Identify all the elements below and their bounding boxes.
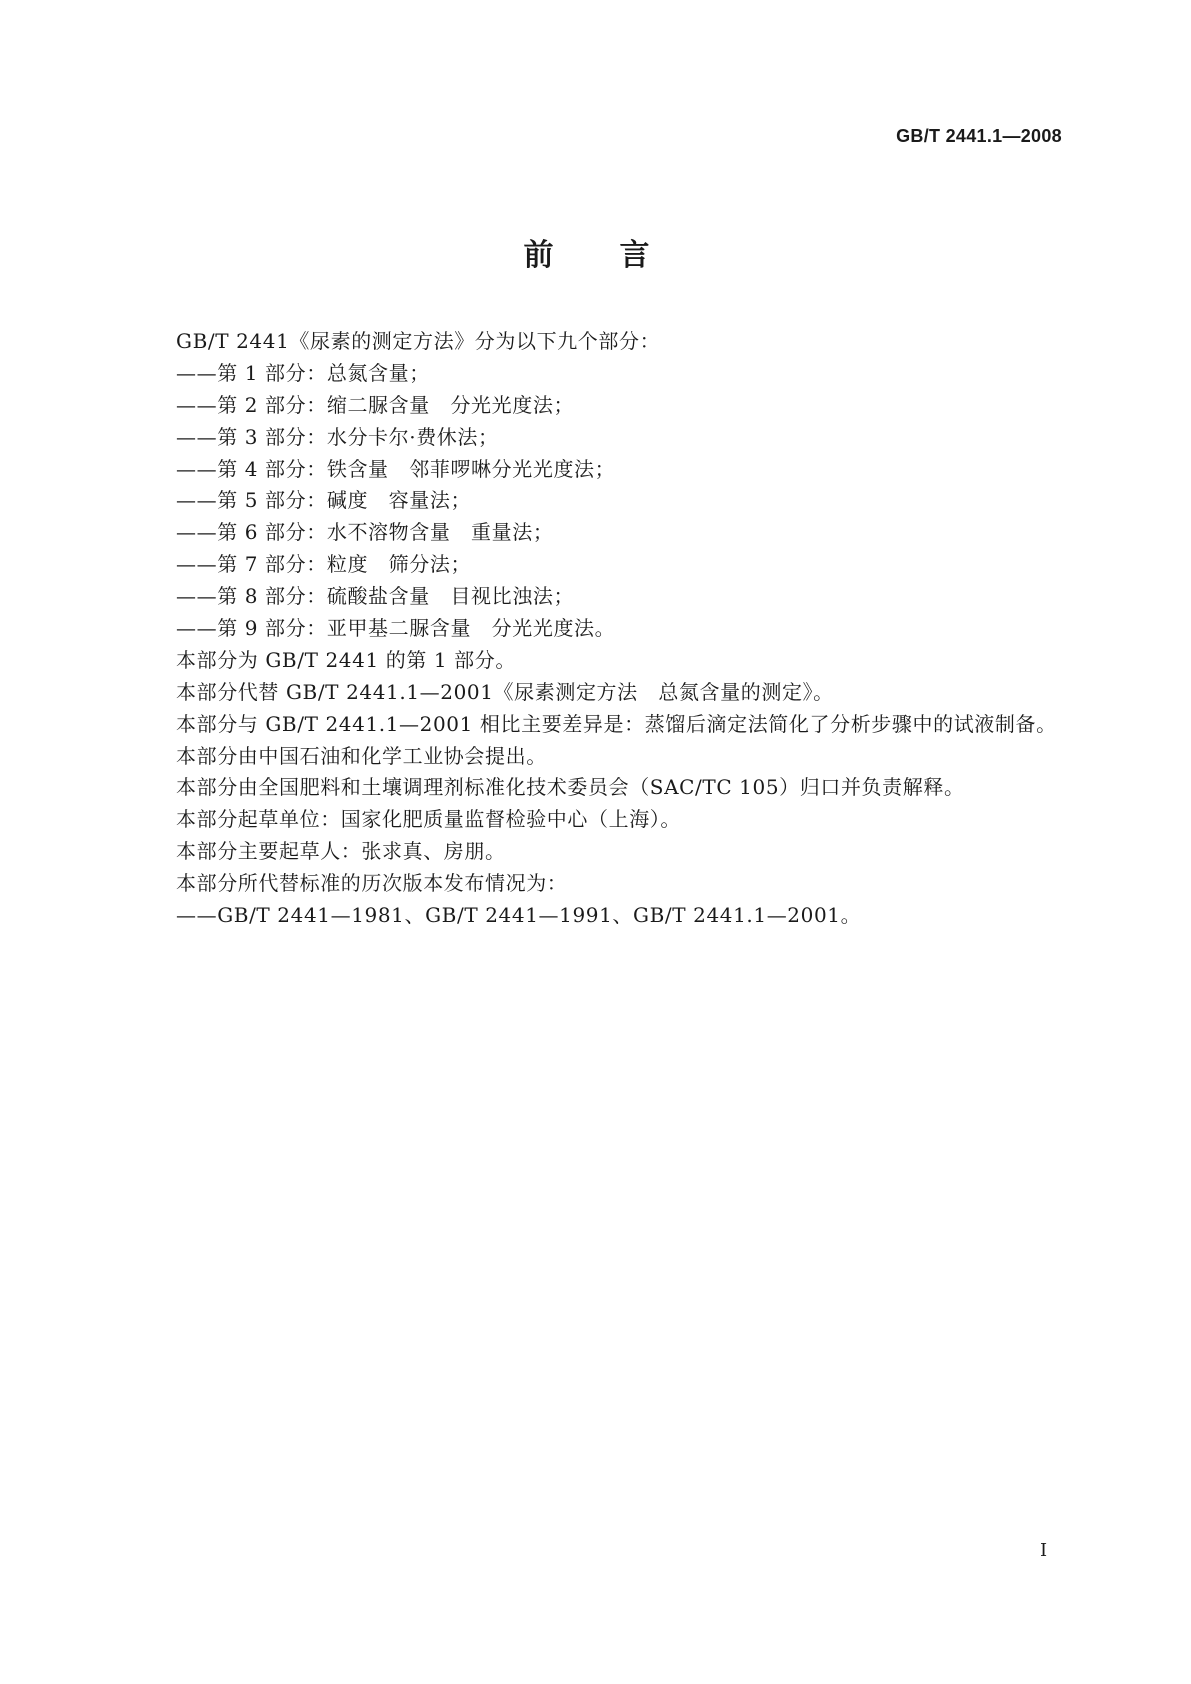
list-item: ——第 6 部分：水不溶物含量 重量法； — [176, 520, 554, 545]
page-number: I — [1040, 1540, 1048, 1561]
paragraph-line: 本部分代替 GB/T 2441.1—2001《尿素测定方法 总氮含量的测定》。 — [176, 679, 834, 704]
paragraph-line: 本部分为 GB/T 2441 的第 1 部分。 — [176, 647, 516, 672]
paragraph-line: GB/T 2441《尿素的测定方法》分为以下九个部分： — [176, 329, 661, 353]
standard-code-header: GB/T 2441.1—2008 — [896, 126, 1062, 146]
list-item: ——第 2 部分：缩二脲含量 分光光度法； — [176, 392, 575, 417]
page-title: 前 言 — [523, 238, 668, 273]
foreword-body — [176, 326, 1076, 932]
paragraph-line: 本部分主要起草人：张求真、房朋。 — [176, 839, 506, 864]
list-item: ——第 1 部分：总氮含量； — [176, 360, 430, 385]
list-item: ——第 8 部分：硫酸盐含量 目视比浊法； — [176, 584, 575, 609]
list-item: ——第 5 部分：碱度 容量法； — [176, 488, 472, 513]
list-item: ——第 4 部分：铁含量 邻菲啰啉分光光度法； — [176, 456, 616, 481]
list-item: ——GB/T 2441—1981、GB/T 2441—1991、GB/T 2441.1—2001。 — [176, 903, 862, 928]
list-item: ——第 7 部分：粒度 筛分法； — [176, 552, 472, 577]
paragraph-line: 本部分由中国石油和化学工业协会提出。 — [176, 743, 547, 768]
paragraph-line: 本部分由全国肥料和土壤调理剂标准化技术委员会（SAC/TC 105）归口并负责解释。 — [176, 775, 965, 800]
list-item: ——第 3 部分：水分卡尔·费休法； — [176, 424, 499, 449]
paragraph-line: 本部分所代替标准的历次版本发布情况为： — [176, 871, 568, 896]
paragraph-line: 本部分与 GB/T 2441.1—2001 相比主要差异是：蒸馏后滴定法简化了分析步骤中的试液制备。 — [176, 711, 1057, 736]
paragraph-line: 本部分起草单位：国家化肥质量监督检验中心（上海）。 — [176, 807, 681, 832]
list-item: ——第 9 部分：亚甲基二脲含量 分光光度法。 — [176, 616, 616, 641]
